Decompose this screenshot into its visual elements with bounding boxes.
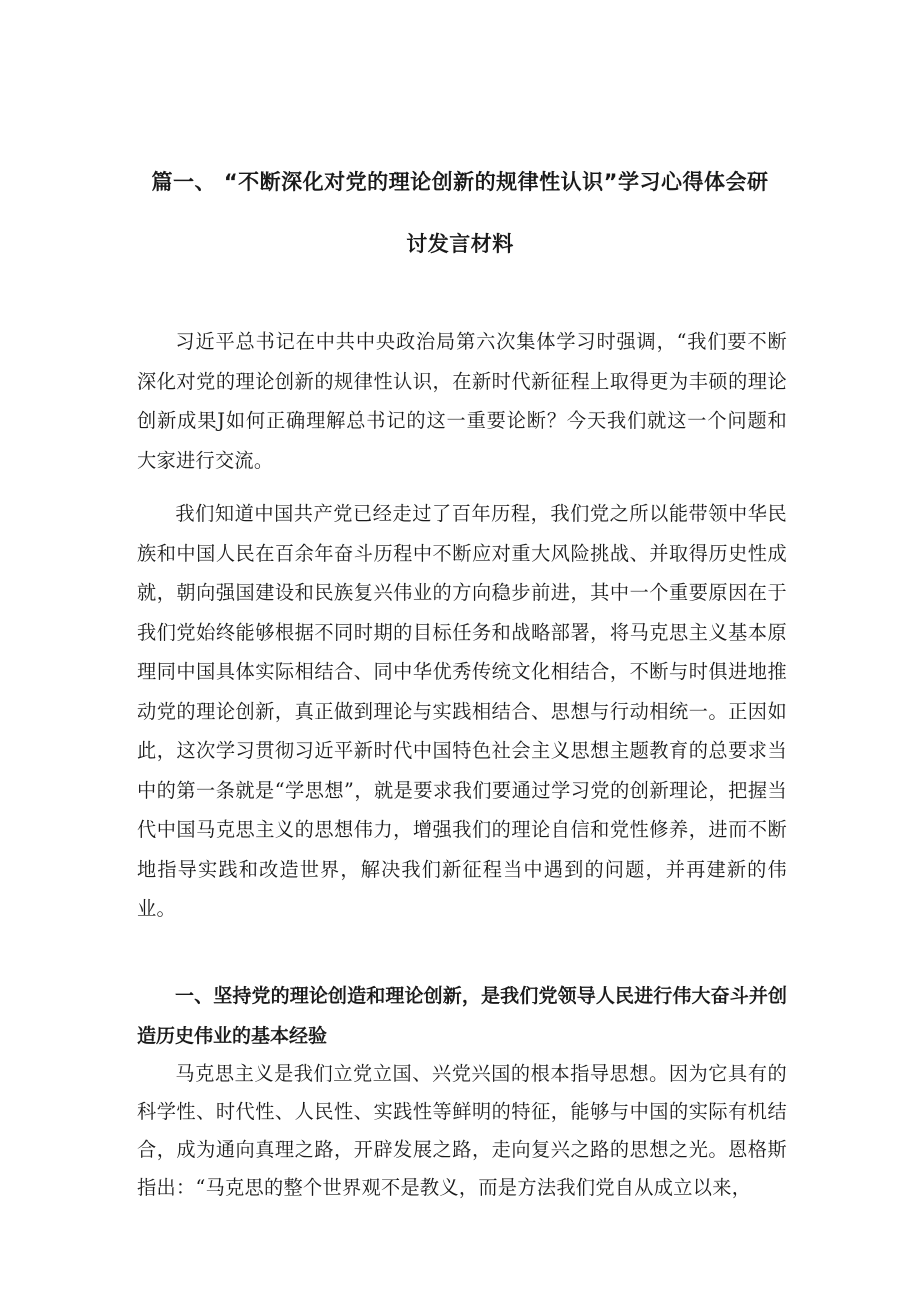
paragraph-intro: 习近平总书记在中共中央政治局第六次集体学习时强调，“我们要不断深化对党的理论创新的规律性认识，在新时代新征程上取得更为丰硕的理论创新成果J如何正确理解总书记的这一重要论断？今天我们就这一个问题和大家进行交流。 — [137, 330, 787, 472]
document-title-line-1: 篇一、 “不断深化对党的理论创新的规律性认识”学习心得体会研 — [151, 170, 769, 194]
section-heading-1: 一、坚持党的理论创造和理论创新，是我们党领导人民进行伟大奋斗并创造历史伟业的基本经验 — [137, 985, 787, 1047]
paragraph-history: 我们知道中国共产党已经走过了百年历程，我们党之所以能带领中华民族和中国人民在百余年奋斗历程中不断应对重大风险挑战、并取得历史性成就，朝向强国建设和民族复兴伟业的方向稳步前进，其中一个重要原因在于我们党始终能够根据不同时期的目标任务和战略部署，将马克思主义基本原理同中国具体实际相结合、同中华优秀传统文化相结合，不断与时俱进地推动党的理论创新，真正做到理论与实践相结合、思想与行动相统一。正因如此，这次学习贯彻习近平新时代中国特色社会主义思想主题教育的总要求当中的第一条就是“学思想”，就是要求我们要通过学习党的创新理论，把握当代中国马克思主义的思想伟力，增强我们的理论自信和党性修养，进而不断地指导实践和改造世界，解决我们新征程当中遇到的问题，并再建新的伟业。 — [137, 502, 787, 920]
paragraph-marxism: 马克思主义是我们立党立国、兴党兴国的根本指导思想。因为它具有的科学性、时代性、人民性、实践性等鲜明的特征，能够与中国的实际有机结合，成为通向真理之路，开辟发展之路，走向复兴之路的思想之光。恩格斯指出：“马克思的整个世界观不是教义，而是方法我们党自从成立以来， — [137, 1062, 787, 1199]
document-title-line-2: 讨发言材料 — [406, 232, 514, 256]
